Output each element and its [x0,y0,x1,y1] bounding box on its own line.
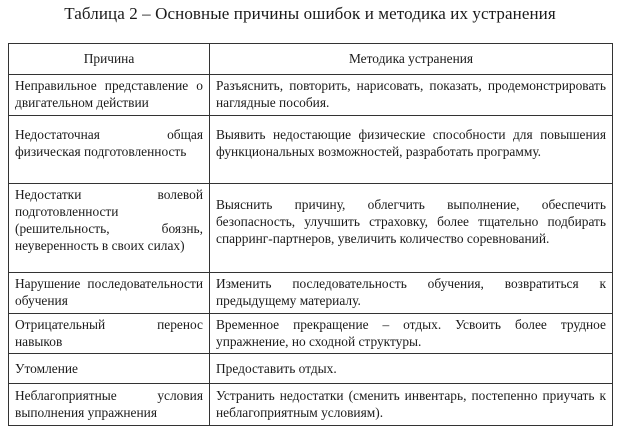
cause-cell: Неблагоприятные условия выполнения упражнения [9,384,210,426]
method-cell: Выяснить причину, облегчить выполнение, обеспечить безопасность, улучшить страховку, более тщательно подбирать спарринг-партнеров, увеличить количество соревнований. [210,184,613,273]
table-header-row [9,44,613,75]
table-row [9,273,613,314]
table-caption: Таблица 2 – Основные причины ошибок и методика их устранения [64,4,556,23]
cause-cell: Отрицательный перенос навыков [9,314,210,354]
method-cell: Временное прекращение – отдых. Усвоить более трудное упражнение, но сходной структуры. [210,314,613,354]
cause-cell: Недостатки волевой подготовленности (решительность, боязнь, неуверенность в своих силах) [9,184,210,273]
method-cell: Устранить недостатки (сменить инвентарь, постепенно приучать к неблагоприятным условиям). [210,384,613,426]
table-row [9,354,613,384]
method-cell: Изменить последовательность обучения, возвратиться к предыдущему материалу. [210,273,613,314]
cause-cell: Нарушение последовательности обучения [9,273,210,314]
method-cell: Выявить недостающие физические способности для повышения функциональных возможностей, разработать программу. [210,116,613,184]
causes-methods-table [8,43,613,426]
cause-cell: Утомление [9,354,210,384]
cause-cell: Неправильное представление о двигательном действии [9,75,210,116]
table-row [9,314,613,354]
table-row [9,384,613,426]
header-method: Методика устранения [210,44,613,75]
method-cell: Разъяснить, повторить, нарисовать, показать, продемонстрировать наглядные пособия. [210,75,613,116]
table-row [9,116,613,184]
table-row [9,75,613,116]
header-cause: Причина [9,44,210,75]
method-cell: Предоставить отдых. [210,354,613,384]
cause-cell: Недостаточная общая физическая подготовленность [9,116,210,184]
table-row [9,184,613,273]
